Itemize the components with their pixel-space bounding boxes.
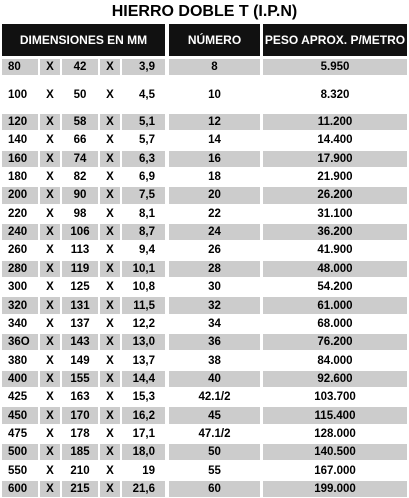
cell-numero: 12 [208, 116, 221, 129]
cell-dim-c: 18,0 [132, 446, 155, 459]
cell-dim-a: 280 [8, 262, 28, 275]
cell-dim-a: 120 [8, 116, 28, 129]
cell-dim-a: 340 [8, 317, 28, 330]
cell-numero: 8 [211, 61, 218, 74]
cell-x: X [106, 336, 114, 349]
cell-x: X [106, 464, 114, 477]
cell-x: X [106, 171, 114, 184]
cell-numero: 28 [208, 262, 221, 275]
cell-dim-b: 66 [73, 134, 87, 147]
cell-dim-b: 185 [70, 446, 90, 459]
cell-dim-a: 36O [8, 336, 30, 349]
cell-x: X [106, 152, 114, 165]
cell-dim-b: 131 [70, 299, 90, 312]
cell-x: X [106, 409, 114, 422]
cell-peso: 92.600 [317, 372, 353, 385]
cell-x: X [106, 244, 114, 257]
cell-x: X [106, 299, 114, 312]
table-row [0, 241, 409, 259]
cell-x: X [106, 446, 114, 459]
cell-peso: 8.320 [320, 88, 350, 101]
cell-peso: 128.000 [314, 427, 356, 440]
table-row [0, 223, 409, 241]
table-row [0, 462, 409, 480]
header-numero: NÚMERO [169, 24, 260, 56]
cell-numero: 34 [208, 317, 221, 330]
cell-peso: 17.900 [317, 152, 353, 165]
cell-numero: 24 [208, 226, 221, 239]
cell-x: X [46, 336, 54, 349]
cell-peso: 31.100 [317, 207, 353, 220]
table-row [0, 260, 409, 278]
cell-x: X [106, 116, 114, 129]
cell-dim-b: 50 [73, 88, 87, 101]
cell-x: X [106, 483, 114, 496]
cell-x: X [106, 281, 114, 294]
cell-x: X [46, 207, 54, 220]
cell-numero: 47.1/2 [198, 427, 231, 440]
cell-numero: 20 [208, 189, 221, 202]
cell-x: X [46, 446, 54, 459]
cell-dim-b: 143 [70, 336, 90, 349]
cell-dim-b: 210 [70, 464, 90, 477]
cell-dim-a: 300 [8, 281, 28, 294]
cell-dim-c: 4,5 [139, 88, 155, 101]
table-row [0, 370, 409, 388]
cell-dim-a: 200 [8, 189, 28, 202]
cell-dim-b: 119 [70, 262, 90, 275]
cell-dim-c: 10,1 [132, 262, 155, 275]
cell-peso: 21.900 [317, 171, 353, 184]
cell-x: X [46, 262, 54, 275]
cell-dim-a: 240 [8, 226, 28, 239]
cell-peso: 5.950 [320, 61, 350, 74]
header-dimensiones: DIMENSIONES EN MM [2, 24, 165, 56]
cell-dim-b: 113 [70, 244, 90, 257]
table-row [0, 425, 409, 443]
cell-numero: 42.1/2 [198, 391, 231, 404]
cell-peso: 103.700 [314, 391, 356, 404]
cell-x: X [46, 427, 54, 440]
cell-x: X [106, 189, 114, 202]
cell-dim-c: 13,0 [132, 336, 155, 349]
cell-dim-a: 550 [8, 464, 28, 477]
table-row [0, 168, 409, 186]
table-row [0, 388, 409, 406]
cell-dim-c: 5,7 [139, 134, 155, 147]
cell-dim-b: 42 [73, 61, 87, 74]
cell-peso: 54.200 [317, 281, 353, 294]
cell-x: X [46, 189, 54, 202]
cell-dim-a: 320 [8, 299, 28, 312]
cell-dim-c: 6,3 [139, 152, 155, 165]
cell-x: X [106, 317, 114, 330]
cell-x: X [106, 427, 114, 440]
cell-x: X [46, 134, 54, 147]
cell-dim-a: 400 [8, 372, 28, 385]
cell-numero: 36 [208, 336, 221, 349]
cell-dim-c: 14,4 [132, 372, 155, 385]
cell-dim-c: 8,7 [139, 226, 155, 239]
cell-dim-a: 180 [8, 171, 28, 184]
cell-dim-b: 155 [70, 372, 90, 385]
cell-dim-a: 100 [8, 88, 28, 101]
cell-peso: 76.200 [317, 336, 353, 349]
cell-numero: 60 [208, 483, 221, 496]
cell-x: X [106, 88, 114, 101]
cell-x: X [46, 116, 54, 129]
cell-dim-a: 500 [8, 446, 28, 459]
cell-dim-b: 58 [73, 116, 87, 129]
table-row [0, 150, 409, 168]
cell-x: X [106, 134, 114, 147]
cell-peso: 115.400 [314, 409, 356, 422]
header-peso: PESO APROX. P/METRO [263, 24, 407, 56]
cell-dim-b: 106 [70, 226, 90, 239]
cell-numero: 38 [208, 354, 221, 367]
table-row [0, 113, 409, 131]
cell-x: X [46, 226, 54, 239]
cell-x: X [46, 299, 54, 312]
cell-dim-c: 21,6 [132, 483, 155, 496]
table-row [0, 333, 409, 351]
cell-dim-a: 475 [8, 427, 28, 440]
cell-peso: 48.000 [317, 262, 353, 275]
cell-dim-a: 600 [8, 483, 28, 496]
cell-peso: 199.000 [314, 483, 356, 496]
cell-x: X [46, 61, 54, 74]
cell-dim-b: 98 [73, 207, 87, 220]
table-row [0, 278, 409, 296]
cell-x: X [106, 61, 114, 74]
cell-numero: 30 [208, 281, 221, 294]
cell-dim-a: 160 [8, 152, 28, 165]
cell-dim-b: 125 [70, 281, 90, 294]
cell-peso: 41.900 [317, 244, 353, 257]
cell-numero: 50 [208, 446, 221, 459]
table-row [0, 315, 409, 333]
cell-x: X [106, 354, 114, 367]
table-row [0, 406, 409, 424]
table-row [0, 443, 409, 461]
cell-dim-a: 80 [8, 61, 21, 74]
cell-peso: 167.000 [314, 464, 356, 477]
cell-dim-a: 450 [8, 409, 28, 422]
cell-peso: 26.200 [317, 189, 353, 202]
cell-x: X [46, 464, 54, 477]
cell-dim-c: 9,4 [139, 244, 155, 257]
table-row [0, 76, 409, 113]
cell-peso: 14.400 [317, 134, 353, 147]
cell-dim-c: 8,1 [139, 207, 155, 220]
cell-peso: 140.500 [314, 446, 356, 459]
cell-x: X [106, 207, 114, 220]
cell-x: X [106, 391, 114, 404]
cell-x: X [46, 372, 54, 385]
cell-numero: 32 [208, 299, 221, 312]
cell-x: X [46, 354, 54, 367]
cell-numero: 16 [208, 152, 221, 165]
cell-dim-b: 170 [70, 409, 90, 422]
cell-dim-c: 7,5 [139, 189, 155, 202]
cell-dim-b: 215 [70, 483, 90, 496]
cell-x: X [46, 409, 54, 422]
cell-dim-c: 13,7 [132, 354, 155, 367]
cell-numero: 55 [208, 464, 221, 477]
table-row [0, 58, 409, 76]
cell-x: X [106, 226, 114, 239]
cell-dim-c: 10,8 [132, 281, 155, 294]
cell-x: X [46, 483, 54, 496]
cell-x: X [46, 152, 54, 165]
cell-dim-c: 11,5 [133, 299, 155, 312]
cell-dim-a: 380 [8, 354, 28, 367]
cell-dim-c: 19 [142, 464, 155, 477]
cell-peso: 11.200 [317, 116, 353, 129]
cell-dim-c: 3,9 [139, 61, 155, 74]
table-row [0, 296, 409, 314]
table-row [0, 351, 409, 369]
cell-numero: 45 [208, 409, 221, 422]
cell-dim-b: 149 [70, 354, 90, 367]
cell-dim-b: 74 [73, 152, 87, 165]
cell-dim-c: 16,2 [132, 409, 155, 422]
cell-peso: 61.000 [317, 299, 353, 312]
cell-numero: 14 [208, 134, 221, 147]
cell-dim-c: 12,2 [132, 317, 155, 330]
cell-dim-a: 140 [8, 134, 28, 147]
cell-dim-a: 260 [8, 244, 28, 257]
cell-x: X [106, 372, 114, 385]
table-row [0, 480, 409, 498]
table-row [0, 205, 409, 223]
cell-numero: 40 [208, 372, 221, 385]
cell-x: X [46, 281, 54, 294]
cell-dim-a: 425 [8, 391, 28, 404]
cell-dim-b: 163 [70, 391, 90, 404]
cell-x: X [46, 88, 54, 101]
cell-x: X [46, 391, 54, 404]
table-row [0, 131, 409, 149]
cell-numero: 26 [208, 244, 221, 257]
cell-dim-c: 17,1 [132, 427, 155, 440]
cell-x: X [46, 244, 54, 257]
cell-dim-b: 178 [70, 427, 90, 440]
cell-x: X [46, 171, 54, 184]
cell-numero: 10 [208, 88, 221, 101]
cell-peso: 36.200 [317, 226, 353, 239]
page-title: HIERRO DOBLE T (I.P.N) [111, 3, 298, 20]
cell-dim-b: 82 [73, 171, 87, 184]
cell-x: X [46, 317, 54, 330]
cell-dim-c: 15,3 [132, 391, 155, 404]
cell-x: X [106, 262, 114, 275]
cell-dim-c: 6,9 [139, 171, 155, 184]
cell-dim-b: 90 [73, 189, 87, 202]
cell-peso: 84.000 [317, 354, 353, 367]
cell-dim-c: 5,1 [139, 116, 155, 129]
cell-dim-a: 220 [8, 207, 28, 220]
cell-numero: 22 [208, 207, 221, 220]
cell-peso: 68.000 [317, 317, 353, 330]
table-row [0, 186, 409, 204]
cell-dim-b: 137 [70, 317, 90, 330]
cell-numero: 18 [208, 171, 221, 184]
